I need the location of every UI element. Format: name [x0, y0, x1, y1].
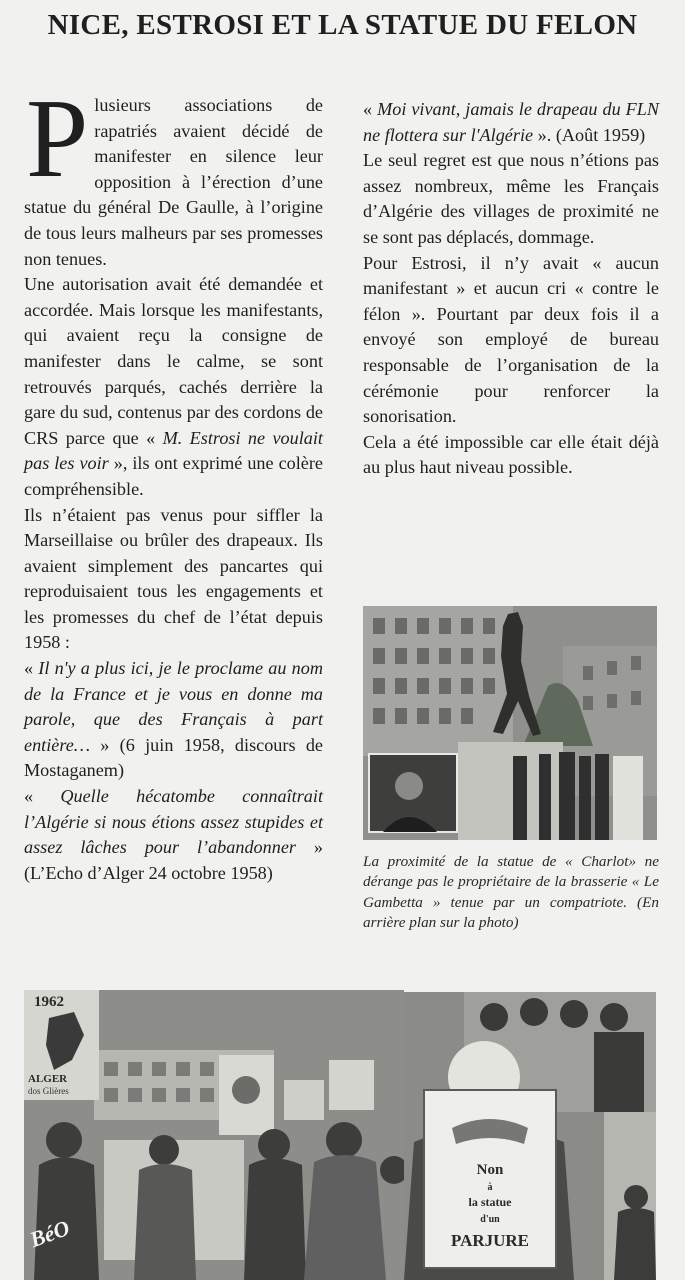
quote-open: «: [24, 786, 61, 807]
protest-photo-right-image: [404, 992, 656, 1280]
photo-signature: BéO: [26, 1214, 73, 1253]
protest-photo-left: [24, 990, 404, 1280]
quote-open: «: [24, 658, 39, 679]
sign-la-statue: la statue: [468, 1195, 512, 1209]
paragraph-text: », ils ont exprimé une colère compréhensible.: [24, 453, 323, 499]
paragraph-text: lusieurs associations de rapatriés avaient décidé de manifester en silence leur opposition à l’érection d’une statue du général De Gaulle, à l’origine de tous leurs malheurs par ses promesses non tenues.: [24, 95, 323, 269]
dropcap: P: [26, 77, 89, 201]
paragraph-regret: Le seul regret est que nous n’étions pas assez nombreux, même les Français d’Algérie des villages de proximité ne se sont pas déplacés, dommage.: [363, 150, 659, 247]
sign-a: à: [487, 1182, 493, 1193]
sign-alger: ALGER: [28, 1073, 68, 1085]
paragraph-authorisation: [24, 272, 323, 502]
sign-1962: 1962: [34, 994, 64, 1010]
article-right-column: [363, 97, 659, 481]
article-left-column: [24, 77, 324, 886]
quote-open: «: [363, 99, 378, 119]
paragraph-pancartes: Ils n’étaient pas venus pour siffler la Marseillaise ou brûler des drapeaux. Ils avaient simplement des pancartes qui reproduisaient tous les engagements et les promesses du chef de l’état depuis 1958 :: [24, 504, 323, 653]
paragraph-intro: [24, 77, 323, 272]
quote-echo-alger: Quelle hécatombe connaîtrait l’Algérie si nous étions assez stupides et assez lâches pour l’abandonner: [24, 786, 324, 858]
paragraph-sonorisation: Cela a été impossible car elle était déjà au plus haut niveau possible.: [363, 431, 659, 478]
quote-source: ». (Août 1959): [533, 124, 646, 145]
statue-photo-image: [363, 606, 657, 840]
statue-photo-caption: La proximité de la statue de « Charlot» ne dérange pas le propriétaire de la brasserie « Le Gambetta » tenue par un compatriote. (En arrière plan sur la photo): [363, 853, 659, 932]
paragraph-quote-fln: [363, 97, 659, 148]
quote-source: » (L’Echo d’Alger 24 octobre 1958): [24, 837, 324, 883]
sign-non: Non: [476, 1162, 504, 1178]
sign-alger-sub: dos Glières: [28, 1086, 69, 1096]
paragraph-quote-echo: [24, 784, 323, 886]
quote-mostaganem: Il n'y a plus ici, je le proclame au nom de la France et je vous en donne ma parole, que des Français à part entière…: [24, 658, 323, 755]
paragraph-text: Une autorisation avait été demandée et accordée. Mais lorsque les manifestants, qui avaient reçu la consigne de manifester dans le calme, se sont retrouvés parqués, cachés derrière la gare du sud, contenus par des cordons de CRS parce que «: [24, 274, 323, 448]
paragraph-estrosi: Pour Estrosi, il n’y avait « aucun manifestant » et aucun cri « contre le félon ». Pourtant par deux fois il a envoyé son employé de bureau responsable de l’organisation de la cérémonie pour renforcer la sonorisation.: [363, 252, 659, 427]
quote-source: » (6 juin 1958, discours de Mostaganem): [24, 734, 323, 781]
quote-estrosi: M. Estrosi ne voulait pas les voir: [24, 427, 323, 474]
sign-parjure: PARJURE: [450, 1231, 530, 1250]
protest-photo-left-image: [24, 990, 404, 1280]
quote-fln: Moi vivant, jamais le drapeau du FLN ne flottera sur l'Algérie: [363, 99, 660, 145]
protest-photo-right: [404, 992, 656, 1280]
paragraph-quote-mostaganem: [24, 656, 323, 784]
page-title: NICE, ESTROSI ET LA STATUE DU FELON: [47, 9, 638, 41]
statue-photo: [363, 606, 657, 840]
sign-dun: d'un: [480, 1214, 500, 1225]
